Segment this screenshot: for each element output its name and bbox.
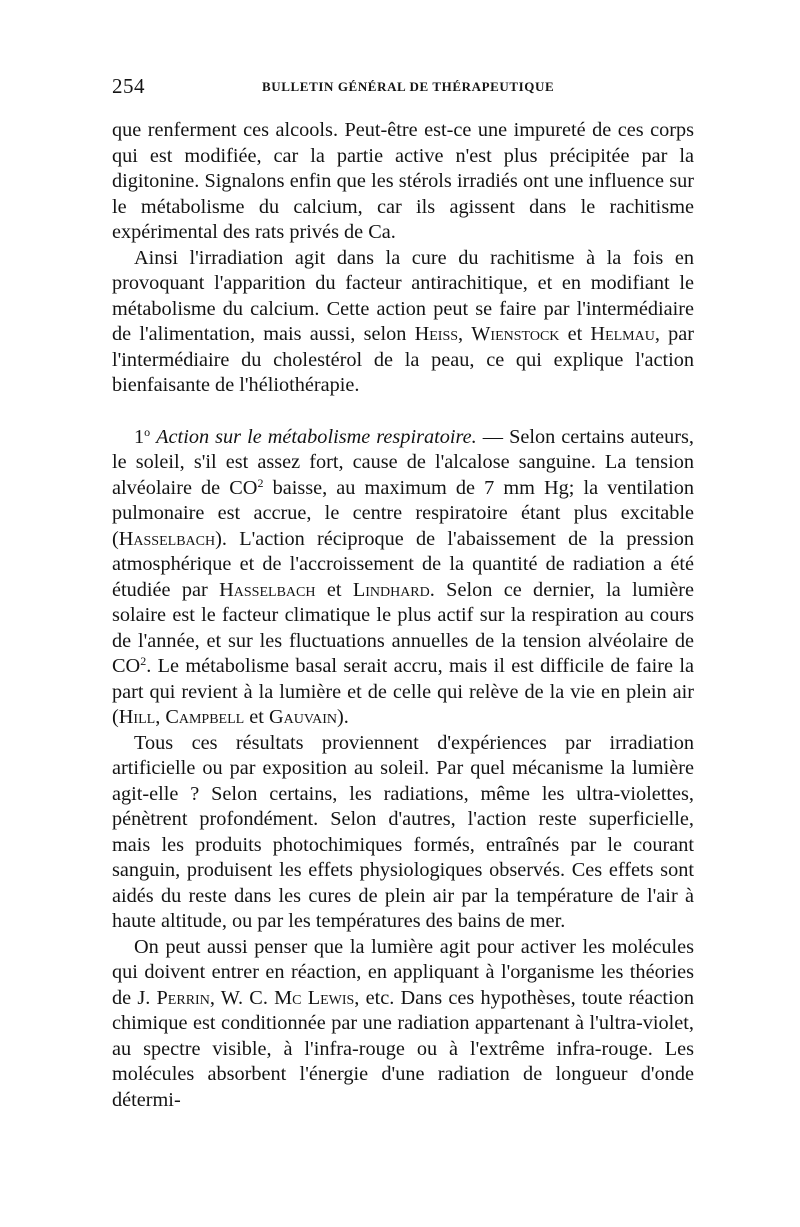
- text-run: . Le métabolisme basal serait accru, mais il est difficile de faire la part qui revient à la lumière et de celle qui relève de la vie en plein air (: [112, 655, 694, 728]
- text-run: et: [244, 706, 269, 728]
- text-run: ).: [337, 706, 349, 728]
- paragraph-sterols: [112, 118, 694, 246]
- co2-superscript: 2: [257, 475, 264, 490]
- paragraph-metabolisme-respiratoire: [112, 425, 694, 731]
- author-name: Campbell: [165, 706, 245, 728]
- section-heading: Action sur le métabolisme respiratoire.: [156, 425, 477, 448]
- text-run: Tous ces résultats proviennent d'expériences par irradiation artificielle ou par exposition au soleil. Par quel mécanisme la lumière agit-elle ? Selon certains, les radiations, même les ultra-violettes, pénètrent profondément. Selon d'autres, l'action reste superficielle, mais les produits photochimiques formés, entraînés par le courant sanguin, produisent les effets physiologiques observés. Ces effets sont aidés du reste dans les cures de plein air par la température de l'air à haute altitude, ou par les températures des bains de mer.: [112, 731, 694, 932]
- author-name: Mc Lewis: [274, 986, 355, 1009]
- author-name: Wienstock: [471, 323, 560, 345]
- author-name: Hill: [118, 706, 156, 728]
- section-number: 1: [134, 425, 145, 448]
- page-header: [112, 74, 696, 102]
- page-number: 254: [112, 74, 145, 98]
- text-run: baisse, au maximum de 7 mm Hg; la ventilation pulmonaire est accrue, le centre respiratoire étant plus excitable (: [112, 476, 694, 550]
- paragraph-activation-molecules: [112, 935, 694, 1114]
- author-name: Helmau: [590, 323, 655, 345]
- co2-superscript: 2: [140, 654, 147, 668]
- text-run: et: [315, 578, 353, 601]
- author-name: Hasselbach: [219, 578, 316, 601]
- author-name: Lindhard: [352, 578, 430, 601]
- paragraph-mecanisme: [112, 731, 694, 935]
- section-spacer: [112, 399, 694, 425]
- text-run: , etc. Dans ces hypothèses, toute réaction chimique est conditionnée par une radiation appartenant à l'ultra-violet, au spectre visible, à l'infra-rouge ou à l'extrême infra-rouge. Les molécules absorbent l'énergie d'une radiation de longueur d'onde détermi-: [112, 986, 694, 1111]
- text-run: — Selon certains auteurs, le soleil, s'il est assez fort, cause de l'alcalose sanguine. La tension alvéolaire de CO: [112, 425, 695, 499]
- section-number-superscript: o: [144, 424, 151, 439]
- text-run: . Selon ce dernier, la lumière solaire est le facteur climatique le plus actif sur la respiration au cours de l'année, et sur les fluctuations annuelles de la tension alvéolaire de CO: [112, 578, 695, 677]
- author-name: Gauvain: [268, 706, 338, 728]
- text-run: On peut aussi penser que la lumière agit pour activer les molécules qui doivent entrer en réaction, en appliquant à l'organisme les théories de J.: [112, 935, 694, 1009]
- text-run: ). L'action réciproque de l'abaissement de la pression atmosphérique et de l'accroissement de la quantité de radiation a été étudiée par: [112, 527, 694, 601]
- author-name: Heiss: [414, 323, 459, 345]
- text-run: Ainsi l'irradiation agit dans la cure du rachitisme à la fois en provoquant l'apparition du facteur antirachitique, et en modifiant le métabolisme du calcium. Cette action peut se faire par l'intermédiaire de l'alimentation, mais aussi, selon: [112, 246, 694, 345]
- text-run: ,: [458, 323, 472, 345]
- text-run: et: [559, 323, 591, 345]
- paragraph-irradiation-rachitisme: [112, 246, 694, 399]
- author-name: Hasselbach: [118, 527, 216, 550]
- author-name: Perrin: [156, 986, 210, 1009]
- body-text: [112, 118, 694, 1113]
- text-run: , par l'intermédiaire du cholestérol de la peau, ce qui explique l'action bienfaisante de l'héliothérapie.: [112, 323, 694, 396]
- running-title: BULLETIN GÉNÉRAL DE THÉRAPEUTIQUE: [262, 79, 555, 94]
- text-run: que renferment ces alcools. Peut-être est-ce une impureté de ces corps qui est modifiée, car la partie active n'est plus précipitée par la digitonine. Signalons enfin que les stérols irradiés ont une influence sur le métabolisme du calcium, car ils agissent dans le rachitisme expérimental des rats privés de Ca.: [112, 119, 694, 243]
- text-run: ,: [155, 706, 166, 728]
- text-run: , W. C.: [209, 986, 275, 1009]
